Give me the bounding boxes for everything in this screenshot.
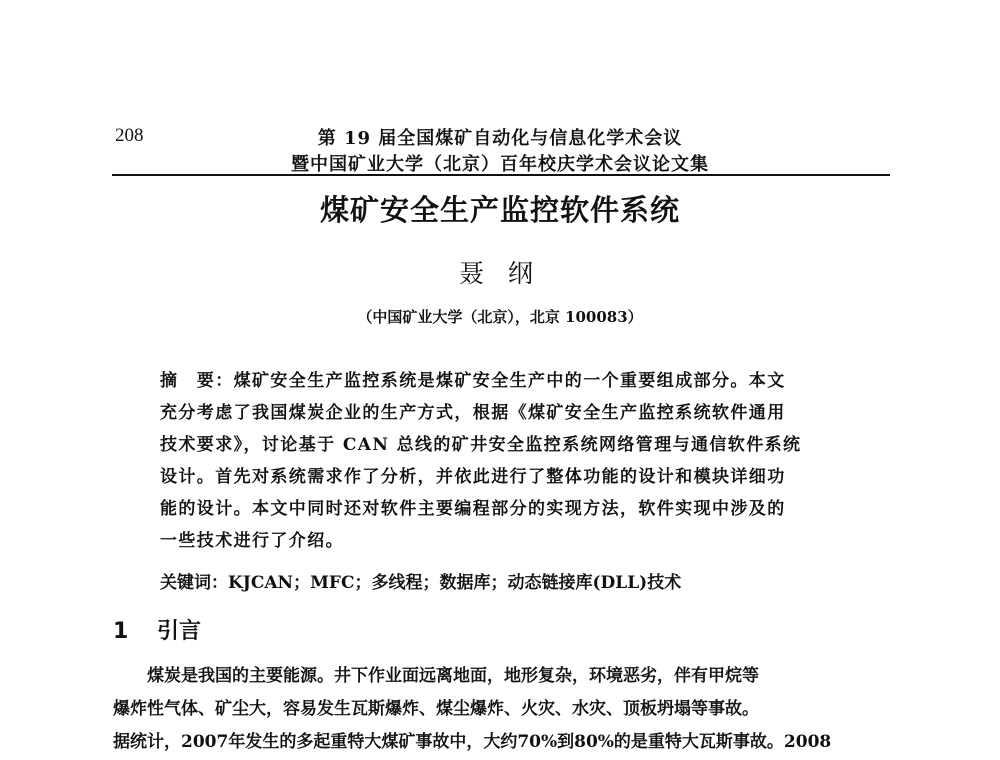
body-line: 爆炸性气体、矿尘大，容易发生瓦斯爆炸、煤尘爆炸、火灾、水灾、顶板坍塌等事故。 [113,699,759,719]
abstract-line: 充分考虑了我国煤炭企业的生产方式，根据《煤矿安全生产监控系统软件通用 [160,403,786,423]
affiliation: （中国矿业大学（北京），北京 100083） [357,308,643,326]
keywords: 关键词：KJCAN；MFC；多线程；数据库；动态链接库(DLL)技术 [160,573,682,593]
author: 聂 纲 [459,259,541,288]
body-line: 煤炭是我国的主要能源。井下作业面远离地面，地形复杂，环境恶劣，伴有甲烷等 [113,666,759,686]
conference-title-line1: 第 19 届全国煤矿自动化与信息化学术会议 [317,128,683,149]
body-line: 据统计，2007年发生的多起重特大煤矿事故中，大约70%到80%的是重特大瓦斯事故。2008 [113,732,832,752]
section-heading [113,614,201,645]
abstract-line: 能的设计。本文中同时还对软件主要编程部分的实现方法，软件实现中涉及的 [160,499,786,519]
body-text [113,660,889,759]
abstract [160,365,850,557]
abstract-line: 摘 要：煤矿安全生产监控系统是煤矿安全生产中的一个重要组成部分。本文 [160,371,786,391]
section-title: 引言 [157,619,202,644]
abstract-line: 设计。首先对系统需求作了分析，并依此进行了整体功能的设计和模块详细功 [160,467,786,487]
conference-title-line2: 暨中国矿业大学（北京）百年校庆学术会议论文集 [291,154,709,175]
page-number: 208 [115,125,144,146]
header-rule [112,174,890,176]
abstract-line: 技术要求》，讨论基于 CAN 总线的矿井安全监控系统网络管理与通信软件系统 [160,435,802,455]
paper-title: 煤矿安全生产监控软件系统 [319,193,680,227]
abstract-line: 一些技术进行了介绍。 [160,531,344,551]
section-number: 1 [113,619,129,644]
